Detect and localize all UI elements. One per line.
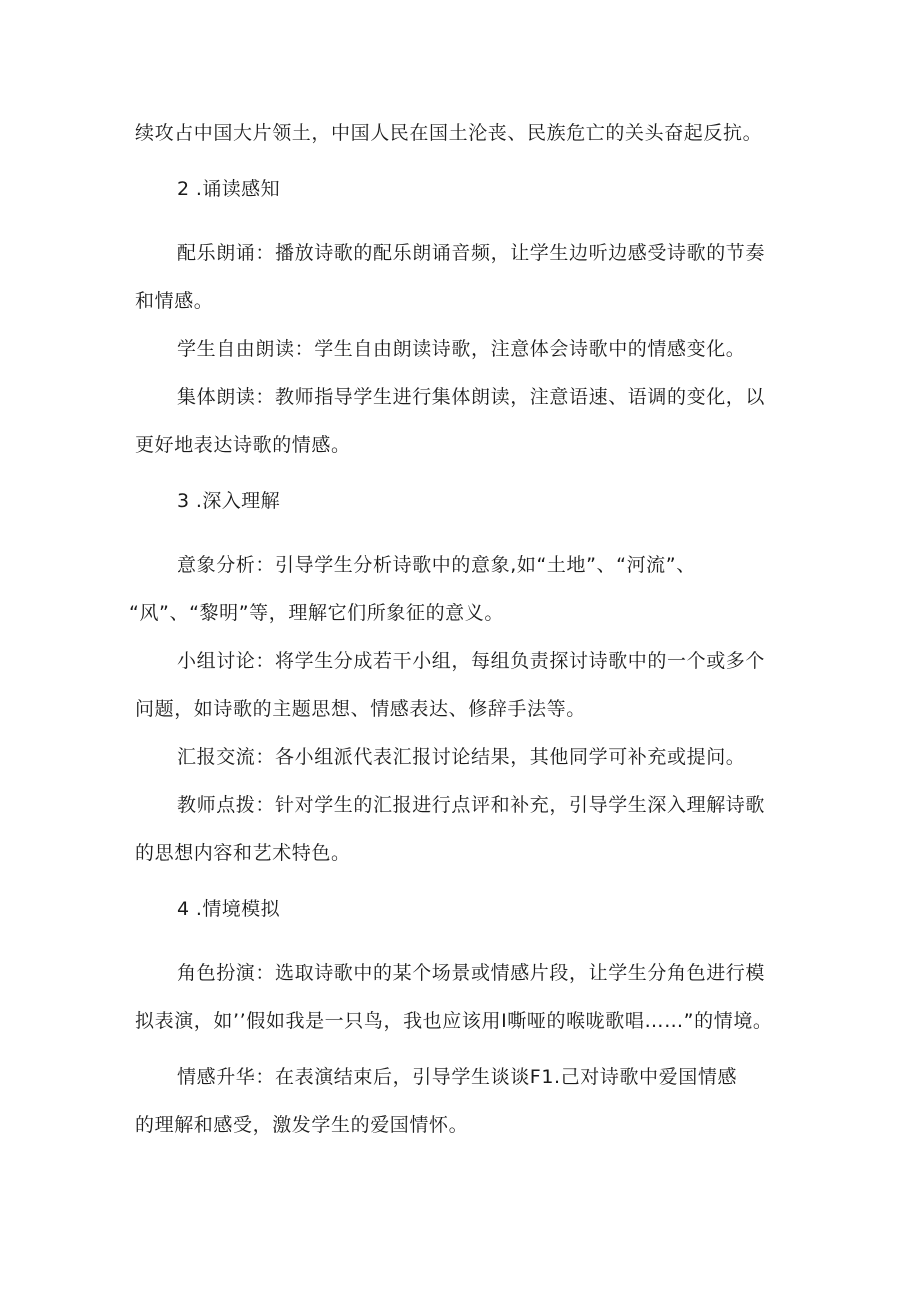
paragraph-line: “风”、“黎明”等，理解它们所象征的意义。 bbox=[129, 602, 504, 624]
paragraph-line: 拟表演，如’’假如我是一只鸟，我也应该用I嘶哑的喉咙歌唱……”的情境。 bbox=[135, 1010, 773, 1032]
paragraph-line: 意象分析：引导学生分析诗歌中的意象,如“土地”、“河流”、 bbox=[177, 554, 696, 576]
section-heading: 2 .诵读感知 bbox=[177, 178, 280, 200]
paragraph-line: 汇报交流：各小组派代表汇报讨论结果，其他同学可补充或提问。 bbox=[177, 746, 746, 768]
paragraph-line: 配乐朗诵：播放诗歌的配乐朗诵音频，让学生边听边感受诗歌的节奏 bbox=[177, 242, 766, 264]
section-heading: 4 .情境模拟 bbox=[177, 898, 280, 920]
paragraph-line: 的理解和感受，激发学生的爱国情怀。 bbox=[135, 1114, 469, 1136]
paragraph-line: 问题，如诗歌的主题思想、情感表达、修辞手法等。 bbox=[135, 698, 586, 720]
paragraph-line: 教师点拨：针对学生的汇报进行点评和补充，引导学生深入理解诗歌 bbox=[177, 794, 766, 816]
paragraph-line: 续攻占中国大片领土，中国人民在国土沦丧、民族危亡的关头奋起反抗。 bbox=[135, 122, 763, 144]
paragraph-line: 小组讨论：将学生分成若干小组，每组负责探讨诗歌中的一个或多个 bbox=[177, 650, 766, 672]
section-heading: 3 .深入理解 bbox=[177, 490, 280, 512]
paragraph-line: 角色扮演：选取诗歌中的某个场景或情感片段，让学生分角色进行模 bbox=[177, 962, 766, 984]
paragraph-line: 更好地表达诗歌的情感。 bbox=[135, 434, 351, 456]
paragraph-line: 情感升华：在表演结束后，引导学生谈谈F1.己对诗歌中爱国情感 bbox=[177, 1066, 738, 1088]
paragraph-line: 的思想内容和艺术特色。 bbox=[135, 842, 351, 864]
paragraph-line: 和情感。 bbox=[135, 290, 214, 312]
paragraph-line: 学生自由朗读：学生自由朗读诗歌，注意体会诗歌中的情感变化。 bbox=[177, 338, 746, 360]
paragraph-line: 集体朗读：教师指导学生进行集体朗读，注意语速、语调的变化，以 bbox=[177, 386, 766, 408]
